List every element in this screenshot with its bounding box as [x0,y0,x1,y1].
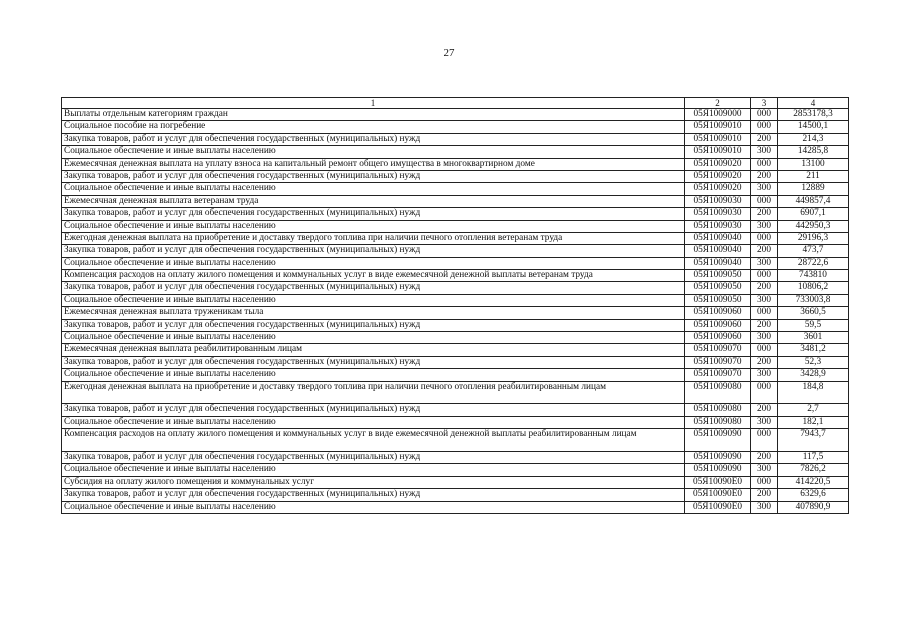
row-sum-cell: 13100 [778,158,849,170]
table-row [62,282,849,294]
row-name-cell: Социальное обеспечение и иные выплаты населению [62,501,685,513]
row-kind-cell: 000 [751,429,778,452]
row-sum-cell: 743810 [778,270,849,282]
row-sum-cell: 3601 [778,332,849,344]
row-name-cell: Закупка товаров, работ и услуг для обеспечения государственных (муниципальных) нужд [62,208,685,220]
row-kind-cell: 300 [751,501,778,513]
row-sum-cell: 211 [778,170,849,182]
row-code-cell: 05Я1009050 [685,282,751,294]
row-sum-cell: 117,5 [778,451,849,463]
table-row [62,369,849,381]
row-sum-cell: 59,5 [778,319,849,331]
row-sum-cell: 182,1 [778,416,849,428]
row-kind-cell: 200 [751,356,778,368]
row-code-cell: 05Я1009080 [685,416,751,428]
row-kind-cell: 000 [751,109,778,121]
table-row [62,208,849,220]
row-code-cell: 05Я1009060 [685,307,751,319]
row-name-cell: Закупка товаров, работ и услуг для обеспечения государственных (муниципальных) нужд [62,170,685,182]
row-name-cell: Закупка товаров, работ и услуг для обеспечения государственных (муниципальных) нужд [62,404,685,416]
row-code-cell: 05Я1009040 [685,245,751,257]
row-name-cell: Закупка товаров, работ и услуг для обеспечения государственных (муниципальных) нужд [62,245,685,257]
table-row [62,476,849,488]
row-kind-cell: 200 [751,489,778,501]
row-sum-cell: 6329,6 [778,489,849,501]
row-name-cell: Социальное обеспечение и иные выплаты населению [62,183,685,195]
table-row [62,356,849,368]
row-name-cell: Социальное обеспечение и иные выплаты населению [62,416,685,428]
row-sum-cell: 29196,3 [778,232,849,244]
row-code-cell: 05Я1009030 [685,208,751,220]
row-kind-cell: 200 [751,133,778,145]
row-name-cell: Закупка товаров, работ и услуг для обеспечения государственных (муниципальных) нужд [62,133,685,145]
row-code-cell: 05Я1009080 [685,404,751,416]
row-code-cell: 05Я1009050 [685,294,751,306]
row-name-cell: Компенсация расходов на оплату жилого помещения и коммунальных услуг в виде ежемесячной денежной выплаты реабилитированным лицам [62,429,685,452]
row-kind-cell: 000 [751,381,778,404]
row-code-cell: 05Я1009010 [685,121,751,133]
row-sum-cell: 407890,9 [778,501,849,513]
table-row [62,146,849,158]
row-sum-cell: 3660,5 [778,307,849,319]
row-kind-cell: 200 [751,404,778,416]
row-kind-cell: 300 [751,146,778,158]
table-row [62,332,849,344]
row-code-cell: 05Я1009000 [685,109,751,121]
row-code-cell: 05Я1009070 [685,356,751,368]
table-row [62,232,849,244]
row-name-cell: Социальное обеспечение и иные выплаты населению [62,294,685,306]
row-kind-cell: 200 [751,245,778,257]
row-kind-cell: 300 [751,294,778,306]
row-kind-cell: 200 [751,451,778,463]
budget-table [61,97,849,514]
row-code-cell: 05Я1009010 [685,133,751,145]
row-sum-cell: 3428,9 [778,369,849,381]
row-sum-cell: 52,3 [778,356,849,368]
header-col-1: 1 [62,98,685,109]
row-sum-cell: 7826,2 [778,464,849,476]
row-kind-cell: 000 [751,476,778,488]
row-name-cell: Ежемесячная денежная выплата на уплату взноса на капитальный ремонт общего имущества в многоквартирном доме [62,158,685,170]
row-kind-cell: 000 [751,232,778,244]
row-kind-cell: 000 [751,344,778,356]
row-kind-cell: 300 [751,220,778,232]
row-name-cell: Закупка товаров, работ и услуг для обеспечения государственных (муниципальных) нужд [62,356,685,368]
row-sum-cell: 473,7 [778,245,849,257]
row-sum-cell: 10806,2 [778,282,849,294]
table-row [62,195,849,207]
row-kind-cell: 000 [751,307,778,319]
table-header [62,98,849,109]
row-code-cell: 05Я10090Е0 [685,489,751,501]
row-kind-cell: 000 [751,195,778,207]
row-sum-cell: 14285,8 [778,146,849,158]
row-name-cell: Социальное обеспечение и иные выплаты населению [62,369,685,381]
row-code-cell: 05Я1009020 [685,170,751,182]
row-code-cell: 05Я1009020 [685,158,751,170]
row-sum-cell: 184,8 [778,381,849,404]
row-name-cell: Социальное обеспечение и иные выплаты населению [62,332,685,344]
row-name-cell: Социальное пособие на погребение [62,121,685,133]
header-row [62,98,849,109]
table-row [62,416,849,428]
table-row [62,245,849,257]
table-row [62,170,849,182]
row-name-cell: Ежемесячная денежная выплата ветеранам труда [62,195,685,207]
row-code-cell: 05Я1009090 [685,451,751,463]
table-row [62,404,849,416]
row-name-cell: Социальное обеспечение и иные выплаты населению [62,257,685,269]
row-name-cell: Социальное обеспечение и иные выплаты населению [62,146,685,158]
row-kind-cell: 300 [751,332,778,344]
table-row [62,183,849,195]
row-kind-cell: 200 [751,208,778,220]
row-code-cell: 05Я1009060 [685,332,751,344]
header-col-4: 4 [778,98,849,109]
table-body [62,109,849,514]
table-row [62,319,849,331]
row-sum-cell: 14500,1 [778,121,849,133]
table-row [62,489,849,501]
row-kind-cell: 200 [751,319,778,331]
row-kind-cell: 000 [751,121,778,133]
row-code-cell: 05Я1009080 [685,381,751,404]
row-kind-cell: 300 [751,416,778,428]
row-code-cell: 05Я10090Е0 [685,476,751,488]
page-number: 27 [443,47,455,59]
table-row [62,381,849,404]
row-sum-cell: 3481,2 [778,344,849,356]
row-kind-cell: 000 [751,158,778,170]
row-code-cell: 05Я1009010 [685,146,751,158]
row-name-cell: Компенсация расходов на оплату жилого помещения и коммунальных услуг в виде ежемесячной денежной выплаты ветеранам труда [62,270,685,282]
row-name-cell: Субсидия на оплату жилого помещения и коммунальных услуг [62,476,685,488]
table-row [62,464,849,476]
row-code-cell: 05Я1009030 [685,195,751,207]
row-sum-cell: 449857,4 [778,195,849,207]
table-row [62,501,849,513]
row-sum-cell: 28722,6 [778,257,849,269]
row-sum-cell: 414220,5 [778,476,849,488]
row-kind-cell: 000 [751,270,778,282]
row-code-cell: 05Я1009050 [685,270,751,282]
row-code-cell: 05Я1009040 [685,257,751,269]
table-row [62,451,849,463]
header-col-2: 2 [685,98,751,109]
row-code-cell: 05Я1009090 [685,464,751,476]
table-row [62,133,849,145]
row-sum-cell: 6907,1 [778,208,849,220]
row-sum-cell: 214,3 [778,133,849,145]
table-row [62,270,849,282]
table-row [62,294,849,306]
row-sum-cell: 2,7 [778,404,849,416]
row-name-cell: Ежегодная денежная выплата на приобретение и доставку твердого топлива при наличии печного отопления ветеранам труда [62,232,685,244]
row-code-cell: 05Я10090Е0 [685,501,751,513]
table-row [62,307,849,319]
row-sum-cell: 2853178,3 [778,109,849,121]
table-row [62,109,849,121]
row-kind-cell: 300 [751,257,778,269]
row-code-cell: 05Я1009020 [685,183,751,195]
table-row [62,344,849,356]
row-name-cell: Закупка товаров, работ и услуг для обеспечения государственных (муниципальных) нужд [62,451,685,463]
header-col-3: 3 [751,98,778,109]
row-code-cell: 05Я1009070 [685,344,751,356]
row-name-cell: Социальное обеспечение и иные выплаты населению [62,464,685,476]
row-sum-cell: 12889 [778,183,849,195]
row-kind-cell: 200 [751,170,778,182]
row-code-cell: 05Я1009090 [685,429,751,452]
row-name-cell: Ежемесячная денежная выплата реабилитированным лицам [62,344,685,356]
row-name-cell: Ежегодная денежная выплата на приобретение и доставку твердого топлива при наличии печного отопления реабилитированным лицам [62,381,685,404]
row-sum-cell: 733003,8 [778,294,849,306]
table-row [62,121,849,133]
row-kind-cell: 300 [751,464,778,476]
row-kind-cell: 300 [751,183,778,195]
row-name-cell: Выплаты отдельным категориям граждан [62,109,685,121]
row-code-cell: 05Я1009040 [685,232,751,244]
table-row [62,220,849,232]
row-name-cell: Закупка товаров, работ и услуг для обеспечения государственных (муниципальных) нужд [62,489,685,501]
row-name-cell: Закупка товаров, работ и услуг для обеспечения государственных (муниципальных) нужд [62,319,685,331]
row-code-cell: 05Я1009070 [685,369,751,381]
table-row [62,257,849,269]
row-sum-cell: 442950,3 [778,220,849,232]
row-name-cell: Ежемесячная денежная выплата труженикам тыла [62,307,685,319]
row-name-cell: Закупка товаров, работ и услуг для обеспечения государственных (муниципальных) нужд [62,282,685,294]
table-row [62,429,849,452]
row-code-cell: 05Я1009030 [685,220,751,232]
row-kind-cell: 300 [751,369,778,381]
table-row [62,158,849,170]
row-sum-cell: 7943,7 [778,429,849,452]
row-name-cell: Социальное обеспечение и иные выплаты населению [62,220,685,232]
row-code-cell: 05Я1009060 [685,319,751,331]
row-kind-cell: 200 [751,282,778,294]
